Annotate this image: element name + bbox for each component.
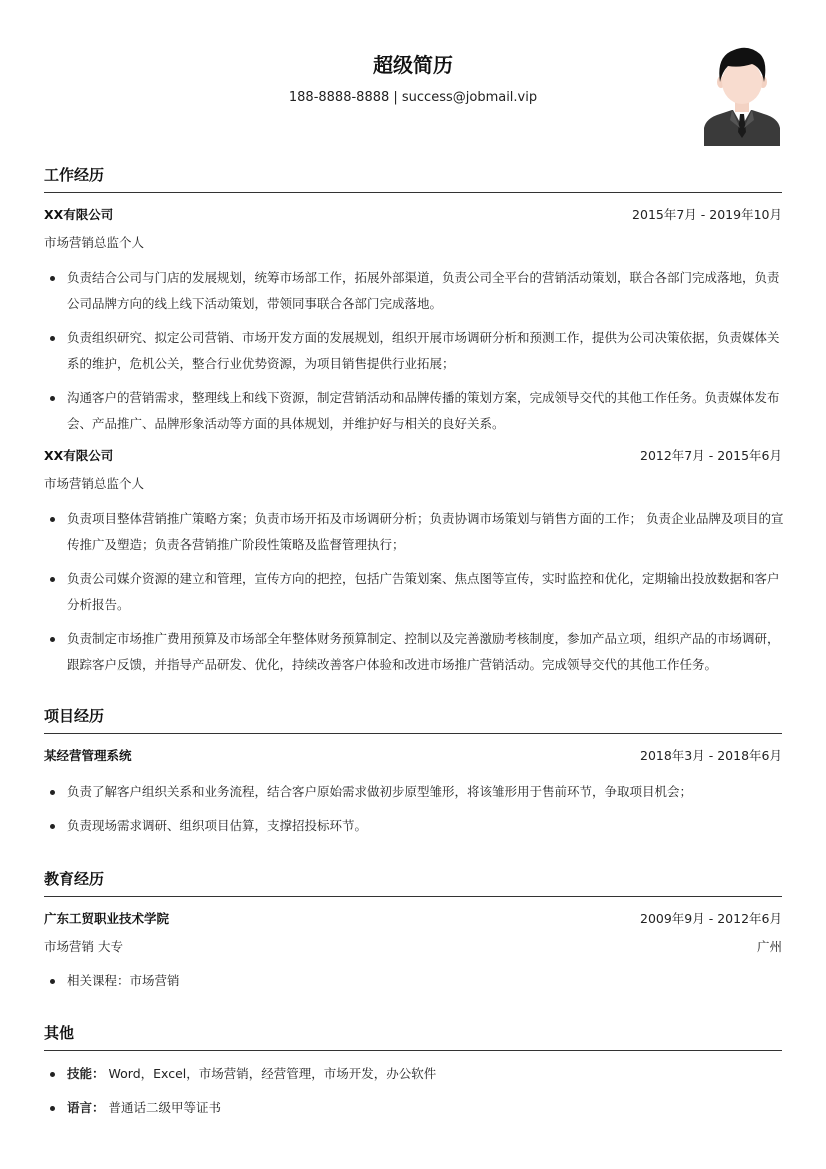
education-bullet-list — [44, 968, 784, 994]
project-entry-header — [44, 746, 782, 766]
company-name: XX有限公司 — [44, 448, 114, 463]
avatar — [700, 42, 784, 148]
contact-info: 188-8888-8888 | success@jobmail.vip — [288, 90, 538, 105]
work-bullet-list — [44, 506, 784, 678]
list-item: 负责项目整体营销推广策略方案；负责市场开拓及市场调研分析；负责协调市场策划与销售方面的工作； 负责企业品牌及项目的宣传推广及塑造；负责各营销推广阶段性策略及监督管理执行； — [44, 506, 784, 558]
project-name: 某经营管理系统 — [44, 748, 132, 763]
education-major: 市场营销 大专 — [44, 939, 123, 954]
project-bullet-list — [44, 779, 784, 839]
language-label: 语言： — [67, 1100, 105, 1115]
education-period: 2009年9月 - 2012年6月 — [640, 911, 782, 926]
education-detail-row — [44, 937, 782, 957]
work-role-row — [44, 474, 782, 494]
other-bullet-list — [44, 1061, 784, 1121]
section-title-work: 工作经历 — [44, 166, 105, 184]
work-period: 2012年7月 - 2015年6月 — [640, 448, 782, 463]
education-location: 广州 — [756, 939, 782, 954]
list-item: 负责结合公司与门店的发展规划，统筹市场部工作，拓展外部渠道，负责公司全平台的营销活动策划，联合各部门完成落地，负责公司品牌方向的线上线下活动策划，带领同事联合各部门完成落地。 — [44, 265, 784, 317]
skills-item — [44, 1061, 784, 1087]
section-title-education: 教育经历 — [44, 870, 105, 888]
work-period: 2015年7月 - 2019年10月 — [632, 207, 782, 222]
education-entry-header — [44, 909, 782, 929]
section-divider — [44, 733, 782, 734]
section-title-other: 其他 — [44, 1024, 75, 1042]
section-divider — [44, 896, 782, 897]
language-value: 普通话二级甲等证书 — [108, 1100, 222, 1115]
work-role: 市场营销总监个人 — [44, 235, 145, 250]
list-item: 沟通客户的营销需求，整理线上和线下资源，制定营销活动和品牌传播的策划方案，完成领导交代的其他工作任务。负责媒体发布会、产品推广、品牌形象活动等方面的具体规划，并维护好与相关的良好关系。 — [44, 385, 784, 437]
list-item: 负责制定市场推广费用预算及市场部全年整体财务预算制定、控制以及完善激励考核制度，参加产品立项，组织产品的市场调研，跟踪客户反馈，并指导产品研发、优化，持续改善客户体验和改进市场推广营销活动。完成领导交代的其他工作任务。 — [44, 626, 784, 678]
work-bullet-list — [44, 265, 784, 437]
company-name: XX有限公司 — [44, 207, 114, 222]
skills-value: Word，Excel，市场营销，经营管理，市场开发，办公软件 — [108, 1066, 437, 1081]
section-title-project: 项目经历 — [44, 707, 105, 725]
school-name: 广东工贸职业技术学院 — [44, 911, 170, 926]
project-period: 2018年3月 - 2018年6月 — [640, 748, 782, 763]
skills-label: 技能： — [67, 1066, 105, 1081]
resume-name: 超级简历 — [373, 53, 453, 77]
list-item: 负责了解客户组织关系和业务流程，结合客户原始需求做初步原型雏形，将该雏形用于售前环节，争取项目机会； — [44, 779, 784, 805]
list-item: 相关课程：市场营销 — [44, 968, 784, 994]
list-item: 负责组织研究、拟定公司营销、市场开发方面的发展规划，组织开展市场调研分析和预测工作，提供为公司决策依据，负责媒体关系的维护，危机公关，整合行业优势资源，为项目销售提供行业拓展； — [44, 325, 784, 377]
section-divider — [44, 1050, 782, 1051]
list-item: 负责现场需求调研、组织项目估算，支撑招投标环节。 — [44, 813, 784, 839]
list-item: 负责公司媒介资源的建立和管理，宣传方向的把控，包括广告策划案、焦点图等宣传，实时监控和优化，定期输出投放数据和客户分析报告。 — [44, 566, 784, 618]
work-entry-header — [44, 205, 782, 225]
section-divider — [44, 192, 782, 193]
language-item — [44, 1095, 784, 1121]
work-role-row — [44, 233, 782, 253]
work-entry-header — [44, 446, 782, 466]
work-role: 市场营销总监个人 — [44, 476, 145, 491]
